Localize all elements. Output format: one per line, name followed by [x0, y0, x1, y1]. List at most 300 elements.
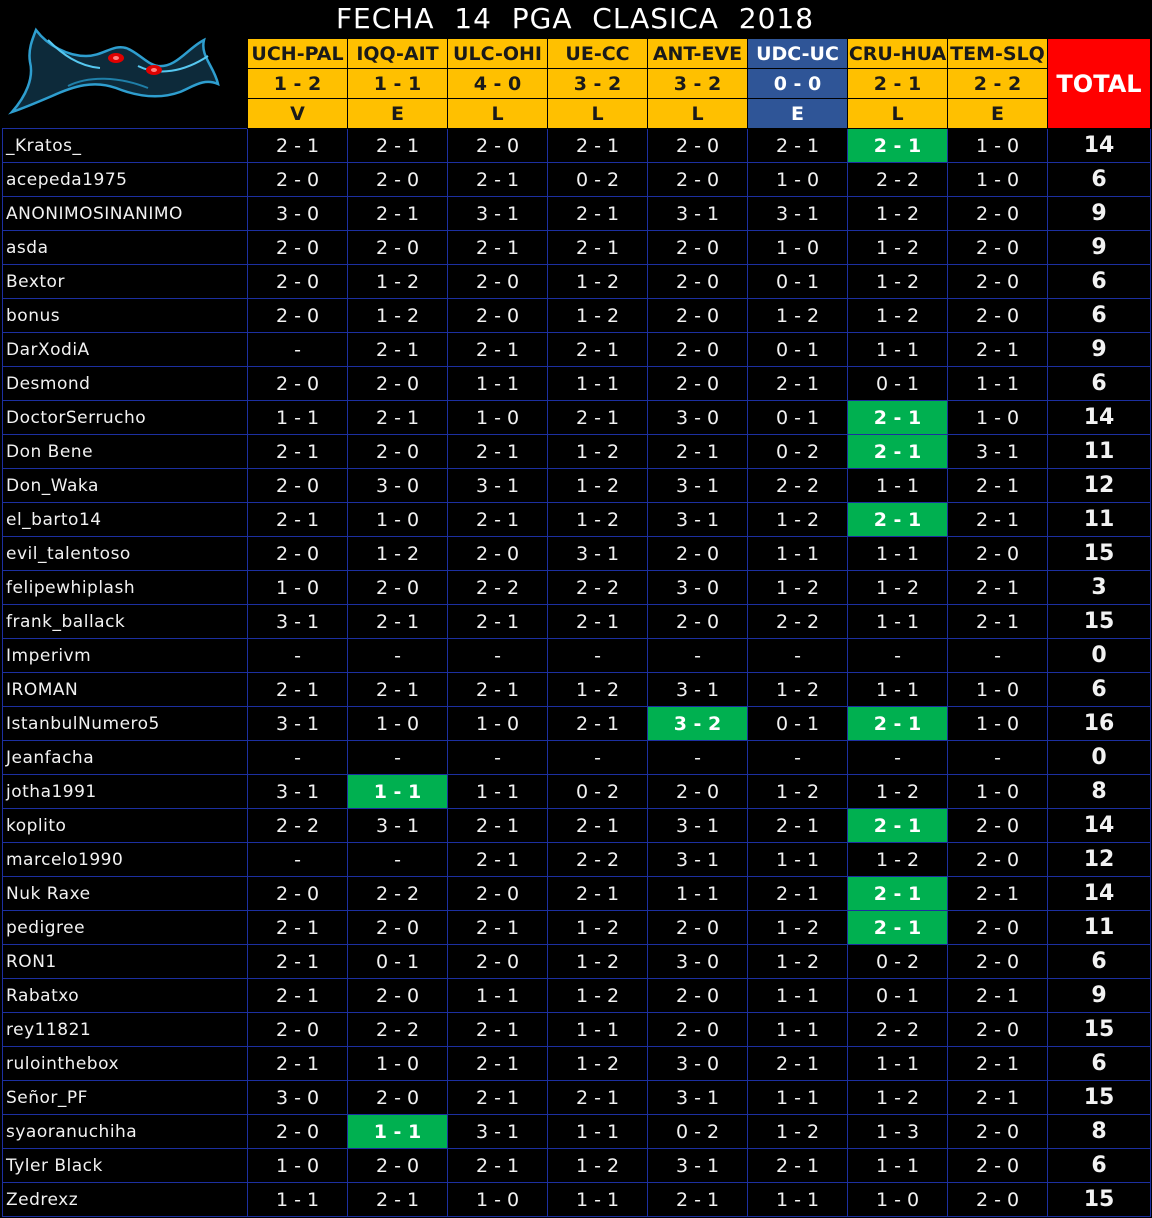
pick-cell: - [848, 639, 948, 673]
total-header: TOTAL [1048, 39, 1151, 129]
pick-cell: 1 - 3 [848, 1115, 948, 1149]
pick-cell: 1 - 2 [748, 571, 848, 605]
player-name: rey11821 [3, 1013, 248, 1047]
table-row [3, 1115, 1151, 1149]
player-total: 6 [1048, 299, 1151, 333]
pick-cell: 2 - 1 [448, 911, 548, 945]
table-row [3, 1047, 1151, 1081]
pick-cell: 2 - 2 [448, 571, 548, 605]
pick-cell: 1 - 0 [948, 129, 1048, 163]
table-row [3, 1081, 1151, 1115]
pick-cell: 2 - 1 [248, 129, 348, 163]
pick-cell: 3 - 1 [448, 469, 548, 503]
pick-cell: 3 - 1 [648, 469, 748, 503]
exact-hit-pick-cell: 1 - 1 [348, 1115, 448, 1149]
pick-cell: 2 - 1 [948, 877, 1048, 911]
pick-cell: 1 - 1 [548, 1115, 648, 1149]
pick-cell: 1 - 2 [548, 979, 648, 1013]
pick-cell: 0 - 1 [748, 265, 848, 299]
pick-cell: 2 - 2 [548, 843, 648, 877]
pick-cell: 2 - 0 [648, 775, 748, 809]
pick-cell: 3 - 1 [648, 673, 748, 707]
pick-cell: 1 - 0 [748, 231, 848, 265]
player-total: 14 [1048, 129, 1151, 163]
pick-cell: 3 - 1 [948, 435, 1048, 469]
pick-cell: 3 - 1 [748, 197, 848, 231]
table-row [3, 741, 1151, 775]
table-row [3, 775, 1151, 809]
player-name: marcelo1990 [3, 843, 248, 877]
pick-cell: 2 - 1 [448, 333, 548, 367]
pick-cell: 1 - 2 [848, 231, 948, 265]
match-name-cell: CRU-HUA [848, 39, 948, 69]
pick-cell: 1 - 1 [848, 333, 948, 367]
player-total: 3 [1048, 571, 1151, 605]
pick-cell: 2 - 0 [248, 1013, 348, 1047]
pick-cell: 2 - 1 [548, 197, 648, 231]
pick-cell: 2 - 0 [948, 945, 1048, 979]
pick-cell: 2 - 0 [448, 877, 548, 911]
pick-cell: 1 - 0 [348, 503, 448, 537]
player-total: 11 [1048, 435, 1151, 469]
pick-cell: 2 - 1 [548, 605, 648, 639]
match-name-cell: ULC-OHI [448, 39, 548, 69]
pick-cell: 1 - 2 [548, 503, 648, 537]
pick-cell: 1 - 2 [848, 775, 948, 809]
pick-cell: 1 - 2 [548, 1047, 648, 1081]
page-title: FECHA 14 PGA CLASICA 2018 [335, 2, 815, 35]
match-name-cell: UCH-PAL [248, 39, 348, 69]
pick-cell: 1 - 1 [448, 775, 548, 809]
pick-cell: 1 - 2 [748, 503, 848, 537]
pick-cell: 2 - 1 [448, 1013, 548, 1047]
pick-cell: 1 - 1 [748, 1183, 848, 1217]
player-total: 14 [1048, 401, 1151, 435]
pick-cell: - [748, 639, 848, 673]
pick-cell: - [348, 741, 448, 775]
player-name: pedigree [3, 911, 248, 945]
player-name: RON1 [3, 945, 248, 979]
pick-cell: 2 - 1 [748, 1047, 848, 1081]
exact-hit-pick-cell: 2 - 1 [848, 435, 948, 469]
player-name: asda [3, 231, 248, 265]
pick-cell: 1 - 0 [948, 707, 1048, 741]
table-row [3, 129, 1151, 163]
table-row [3, 197, 1151, 231]
player-total: 0 [1048, 741, 1151, 775]
pick-cell: 1 - 1 [948, 367, 1048, 401]
pick-cell: 2 - 0 [348, 1081, 448, 1115]
table-row [3, 1149, 1151, 1183]
player-name: bonus [3, 299, 248, 333]
pick-cell: 2 - 0 [648, 1013, 748, 1047]
player-total: 15 [1048, 1081, 1151, 1115]
pick-cell: 2 - 0 [348, 163, 448, 197]
pick-cell: 2 - 2 [348, 1013, 448, 1047]
pick-cell: 2 - 0 [648, 265, 748, 299]
red-eyed-creature-logo-icon [8, 26, 242, 116]
pick-cell: 1 - 2 [348, 299, 448, 333]
pick-cell: 2 - 0 [948, 1115, 1048, 1149]
table-row [3, 1013, 1151, 1047]
pick-cell: 1 - 0 [348, 707, 448, 741]
pick-cell: 1 - 2 [348, 537, 448, 571]
player-total: 0 [1048, 639, 1151, 673]
pick-cell: - [748, 741, 848, 775]
pick-cell: 2 - 0 [448, 945, 548, 979]
table-row [3, 401, 1151, 435]
player-total: 6 [1048, 673, 1151, 707]
match-score-cell: 1 - 1 [348, 69, 448, 99]
player-total: 9 [1048, 333, 1151, 367]
player-name: Zedrexz [3, 1183, 248, 1217]
exact-hit-pick-cell: 2 - 1 [848, 503, 948, 537]
player-name: ANONIMOSINANIMO [3, 197, 248, 231]
pick-cell: 2 - 1 [348, 401, 448, 435]
pick-cell: 2 - 0 [248, 1115, 348, 1149]
pick-cell: - [648, 741, 748, 775]
pick-cell: 3 - 1 [648, 503, 748, 537]
table-row [3, 707, 1151, 741]
pick-cell: 3 - 1 [648, 843, 748, 877]
table-row [3, 571, 1151, 605]
pick-cell: 2 - 0 [448, 265, 548, 299]
match-result-cell: E [748, 99, 848, 129]
table-row [3, 911, 1151, 945]
match-score-cell: 3 - 2 [548, 69, 648, 99]
pick-cell: 2 - 0 [948, 1149, 1048, 1183]
player-name: Tyler Black [3, 1149, 248, 1183]
pick-cell: 2 - 0 [248, 469, 348, 503]
pick-cell: 2 - 0 [248, 265, 348, 299]
pick-cell: 3 - 0 [248, 1081, 348, 1115]
pick-cell: 1 - 0 [948, 401, 1048, 435]
pick-cell: 2 - 1 [448, 435, 548, 469]
pick-cell: 2 - 1 [348, 605, 448, 639]
table-row [3, 639, 1151, 673]
pick-cell: 2 - 0 [448, 537, 548, 571]
pick-cell: 3 - 1 [648, 809, 748, 843]
player-total: 9 [1048, 231, 1151, 265]
pick-cell: 2 - 1 [948, 1081, 1048, 1115]
pick-cell: 2 - 0 [348, 435, 448, 469]
pick-cell: 2 - 0 [948, 1013, 1048, 1047]
pick-cell: 1 - 0 [948, 163, 1048, 197]
pick-cell: 1 - 0 [448, 707, 548, 741]
table-row [3, 1183, 1151, 1217]
pick-cell: 2 - 1 [948, 469, 1048, 503]
player-name: Rabatxo [3, 979, 248, 1013]
pick-cell: 1 - 2 [348, 265, 448, 299]
pick-cell: 2 - 2 [748, 605, 848, 639]
pick-cell: 1 - 2 [548, 1149, 648, 1183]
table-row [3, 435, 1151, 469]
pick-cell: 1 - 0 [948, 673, 1048, 707]
match-result-cell: L [848, 99, 948, 129]
pick-cell: 1 - 2 [848, 843, 948, 877]
pick-cell: - [848, 741, 948, 775]
pick-cell: 2 - 0 [948, 299, 1048, 333]
pick-cell: 2 - 1 [548, 333, 648, 367]
pick-cell: 2 - 1 [348, 129, 448, 163]
table-row [3, 469, 1151, 503]
pick-cell: 2 - 1 [548, 809, 648, 843]
pick-cell: 2 - 0 [948, 231, 1048, 265]
standings-table [2, 38, 1151, 1217]
match-name-cell: UE-CC [548, 39, 648, 69]
pick-cell: 3 - 0 [648, 401, 748, 435]
pick-cell: 1 - 1 [848, 1149, 948, 1183]
pick-cell: 2 - 1 [648, 1183, 748, 1217]
pick-cell: 2 - 1 [348, 1183, 448, 1217]
pick-cell: 2 - 0 [648, 537, 748, 571]
exact-hit-pick-cell: 2 - 1 [848, 129, 948, 163]
match-result-cell: L [548, 99, 648, 129]
pick-cell: 3 - 1 [248, 605, 348, 639]
pick-cell: 1 - 1 [848, 537, 948, 571]
pick-cell: 1 - 0 [248, 571, 348, 605]
pick-cell: 1 - 1 [548, 367, 648, 401]
pick-cell: 2 - 0 [248, 299, 348, 333]
pick-cell: 1 - 1 [248, 401, 348, 435]
table-row [3, 231, 1151, 265]
pick-cell: 2 - 1 [448, 605, 548, 639]
pick-cell: 2 - 1 [748, 129, 848, 163]
pick-cell: 2 - 2 [548, 571, 648, 605]
player-total: 9 [1048, 197, 1151, 231]
pick-cell: 1 - 1 [548, 1013, 648, 1047]
pick-cell: 2 - 1 [248, 503, 348, 537]
player-name: acepeda1975 [3, 163, 248, 197]
pick-cell: 2 - 0 [248, 877, 348, 911]
pick-cell: 1 - 2 [748, 775, 848, 809]
pick-cell: - [248, 741, 348, 775]
pick-cell: 0 - 1 [748, 333, 848, 367]
pick-cell: 0 - 2 [748, 435, 848, 469]
pick-cell: 2 - 1 [248, 979, 348, 1013]
pick-cell: 2 - 0 [648, 605, 748, 639]
pick-cell: 3 - 1 [248, 775, 348, 809]
table-row [3, 843, 1151, 877]
pick-cell: 1 - 1 [648, 877, 748, 911]
pick-cell: 2 - 1 [948, 333, 1048, 367]
player-total: 6 [1048, 367, 1151, 401]
exact-hit-pick-cell: 2 - 1 [848, 877, 948, 911]
pick-cell: 2 - 1 [448, 231, 548, 265]
pick-cell: 2 - 0 [648, 129, 748, 163]
player-name: Señor_PF [3, 1081, 248, 1115]
player-total: 8 [1048, 1115, 1151, 1149]
pick-cell: 2 - 0 [248, 367, 348, 401]
pick-cell: 2 - 1 [748, 1149, 848, 1183]
player-name: Don Bene [3, 435, 248, 469]
pick-cell: - [548, 741, 648, 775]
match-result-cell: E [948, 99, 1048, 129]
exact-hit-pick-cell: 2 - 1 [848, 707, 948, 741]
table-row [3, 945, 1151, 979]
pick-cell: 2 - 0 [348, 911, 448, 945]
player-name: DarXodiA [3, 333, 248, 367]
pick-cell: 2 - 0 [248, 231, 348, 265]
pick-cell: 1 - 2 [848, 197, 948, 231]
pick-cell: 2 - 0 [648, 299, 748, 333]
pick-cell: - [448, 741, 548, 775]
pick-cell: 2 - 0 [648, 333, 748, 367]
pick-cell: 1 - 2 [548, 911, 648, 945]
player-total: 14 [1048, 809, 1151, 843]
pick-cell: 2 - 1 [448, 809, 548, 843]
pick-cell: 1 - 2 [548, 469, 648, 503]
pick-cell: 2 - 1 [948, 1047, 1048, 1081]
pick-cell: 1 - 2 [748, 299, 848, 333]
pick-cell: 2 - 0 [248, 537, 348, 571]
pick-cell: 2 - 1 [448, 1047, 548, 1081]
pick-cell: 0 - 1 [748, 401, 848, 435]
pick-cell: 2 - 1 [748, 809, 848, 843]
pick-cell: 2 - 0 [448, 129, 548, 163]
pick-cell: 1 - 2 [848, 265, 948, 299]
pick-cell: - [348, 843, 448, 877]
pick-cell: 1 - 0 [448, 1183, 548, 1217]
player-total: 8 [1048, 775, 1151, 809]
pick-cell: 3 - 0 [648, 571, 748, 605]
table-row [3, 503, 1151, 537]
player-total: 6 [1048, 265, 1151, 299]
pick-cell: 0 - 2 [548, 163, 648, 197]
pick-cell: 2 - 1 [448, 503, 548, 537]
pick-cell: - [248, 843, 348, 877]
pick-cell: 1 - 2 [548, 673, 648, 707]
pick-cell: 1 - 1 [748, 979, 848, 1013]
pick-cell: 2 - 0 [648, 979, 748, 1013]
match-name-cell: ANT-EVE [648, 39, 748, 69]
pick-cell: 1 - 0 [848, 1183, 948, 1217]
table-row [3, 367, 1151, 401]
match-name-cell: TEM-SLQ [948, 39, 1048, 69]
pick-cell: 2 - 1 [648, 435, 748, 469]
player-name: jotha1991 [3, 775, 248, 809]
exact-hit-pick-cell: 3 - 2 [648, 707, 748, 741]
player-name: evil_talentoso [3, 537, 248, 571]
pick-cell: 2 - 1 [448, 1149, 548, 1183]
pick-cell: 2 - 1 [548, 1081, 648, 1115]
match-score-cell: 3 - 2 [648, 69, 748, 99]
pick-cell: 1 - 0 [948, 775, 1048, 809]
player-total: 6 [1048, 1047, 1151, 1081]
player-name: IstanbulNumero5 [3, 707, 248, 741]
pick-cell: 2 - 1 [948, 571, 1048, 605]
player-total: 12 [1048, 843, 1151, 877]
pick-cell: 2 - 0 [948, 265, 1048, 299]
player-total: 15 [1048, 537, 1151, 571]
player-total: 15 [1048, 605, 1151, 639]
pick-cell: 2 - 0 [648, 367, 748, 401]
pick-cell: - [248, 333, 348, 367]
pick-cell: 1 - 2 [848, 571, 948, 605]
pick-cell: 2 - 1 [348, 673, 448, 707]
pick-cell: 1 - 1 [548, 1183, 648, 1217]
table-row [3, 333, 1151, 367]
player-name: frank_ballack [3, 605, 248, 639]
pick-cell: 2 - 0 [648, 911, 748, 945]
pick-cell: 2 - 0 [248, 163, 348, 197]
pick-cell: 2 - 0 [348, 231, 448, 265]
pick-cell: 3 - 1 [648, 1149, 748, 1183]
match-score-cell: 4 - 0 [448, 69, 548, 99]
pick-cell: 2 - 1 [948, 605, 1048, 639]
pick-cell: 2 - 2 [348, 877, 448, 911]
player-total: 15 [1048, 1183, 1151, 1217]
pick-cell: 2 - 0 [948, 843, 1048, 877]
player-total: 6 [1048, 1149, 1151, 1183]
player-total: 16 [1048, 707, 1151, 741]
pick-cell: 3 - 1 [548, 537, 648, 571]
pick-cell: 2 - 0 [648, 163, 748, 197]
pick-cell: 2 - 1 [748, 877, 848, 911]
pick-cell: 3 - 0 [248, 197, 348, 231]
pick-cell: 0 - 1 [348, 945, 448, 979]
pick-cell: 1 - 0 [248, 1149, 348, 1183]
player-total: 11 [1048, 911, 1151, 945]
pick-cell: 3 - 1 [648, 197, 748, 231]
pick-cell: 1 - 1 [448, 367, 548, 401]
pick-cell: - [448, 639, 548, 673]
pick-cell: 0 - 2 [548, 775, 648, 809]
pick-cell: 2 - 1 [448, 1081, 548, 1115]
table-row [3, 809, 1151, 843]
match-result-cell: E [348, 99, 448, 129]
pick-cell: 2 - 1 [748, 367, 848, 401]
pick-cell: 2 - 1 [248, 435, 348, 469]
player-total: 12 [1048, 469, 1151, 503]
pick-cell: 3 - 1 [248, 707, 348, 741]
pick-cell: 3 - 1 [448, 197, 548, 231]
player-name: DoctorSerrucho [3, 401, 248, 435]
pick-cell: 2 - 2 [748, 469, 848, 503]
match-result-cell: L [648, 99, 748, 129]
pick-cell: 1 - 1 [748, 843, 848, 877]
player-total: 15 [1048, 1013, 1151, 1047]
pick-cell: 1 - 2 [548, 945, 648, 979]
player-name: felipewhiplash [3, 571, 248, 605]
pick-cell: 2 - 2 [848, 1013, 948, 1047]
player-name: el_barto14 [3, 503, 248, 537]
pick-cell: 2 - 1 [548, 401, 648, 435]
table-row [3, 673, 1151, 707]
pick-cell: 2 - 1 [248, 1047, 348, 1081]
pick-cell: 2 - 1 [248, 945, 348, 979]
pick-cell: 2 - 1 [248, 911, 348, 945]
pick-cell: 1 - 2 [548, 299, 648, 333]
exact-hit-pick-cell: 1 - 1 [348, 775, 448, 809]
player-name: IROMAN [3, 673, 248, 707]
pick-cell: 1 - 2 [748, 911, 848, 945]
pick-cell: 1 - 1 [748, 1013, 848, 1047]
match-score-cell: 1 - 2 [248, 69, 348, 99]
pick-cell: 3 - 1 [648, 1081, 748, 1115]
pick-cell: 2 - 1 [948, 979, 1048, 1013]
pick-cell: 2 - 0 [648, 231, 748, 265]
pick-cell: 1 - 1 [248, 1183, 348, 1217]
pick-cell: - [948, 639, 1048, 673]
pick-cell: 2 - 2 [248, 809, 348, 843]
pick-cell: 2 - 1 [548, 231, 648, 265]
pick-cell: 0 - 1 [848, 367, 948, 401]
match-score-cell: 0 - 0 [748, 69, 848, 99]
pick-cell: 1 - 1 [748, 537, 848, 571]
player-name: Desmond [3, 367, 248, 401]
pick-cell: 1 - 0 [348, 1047, 448, 1081]
